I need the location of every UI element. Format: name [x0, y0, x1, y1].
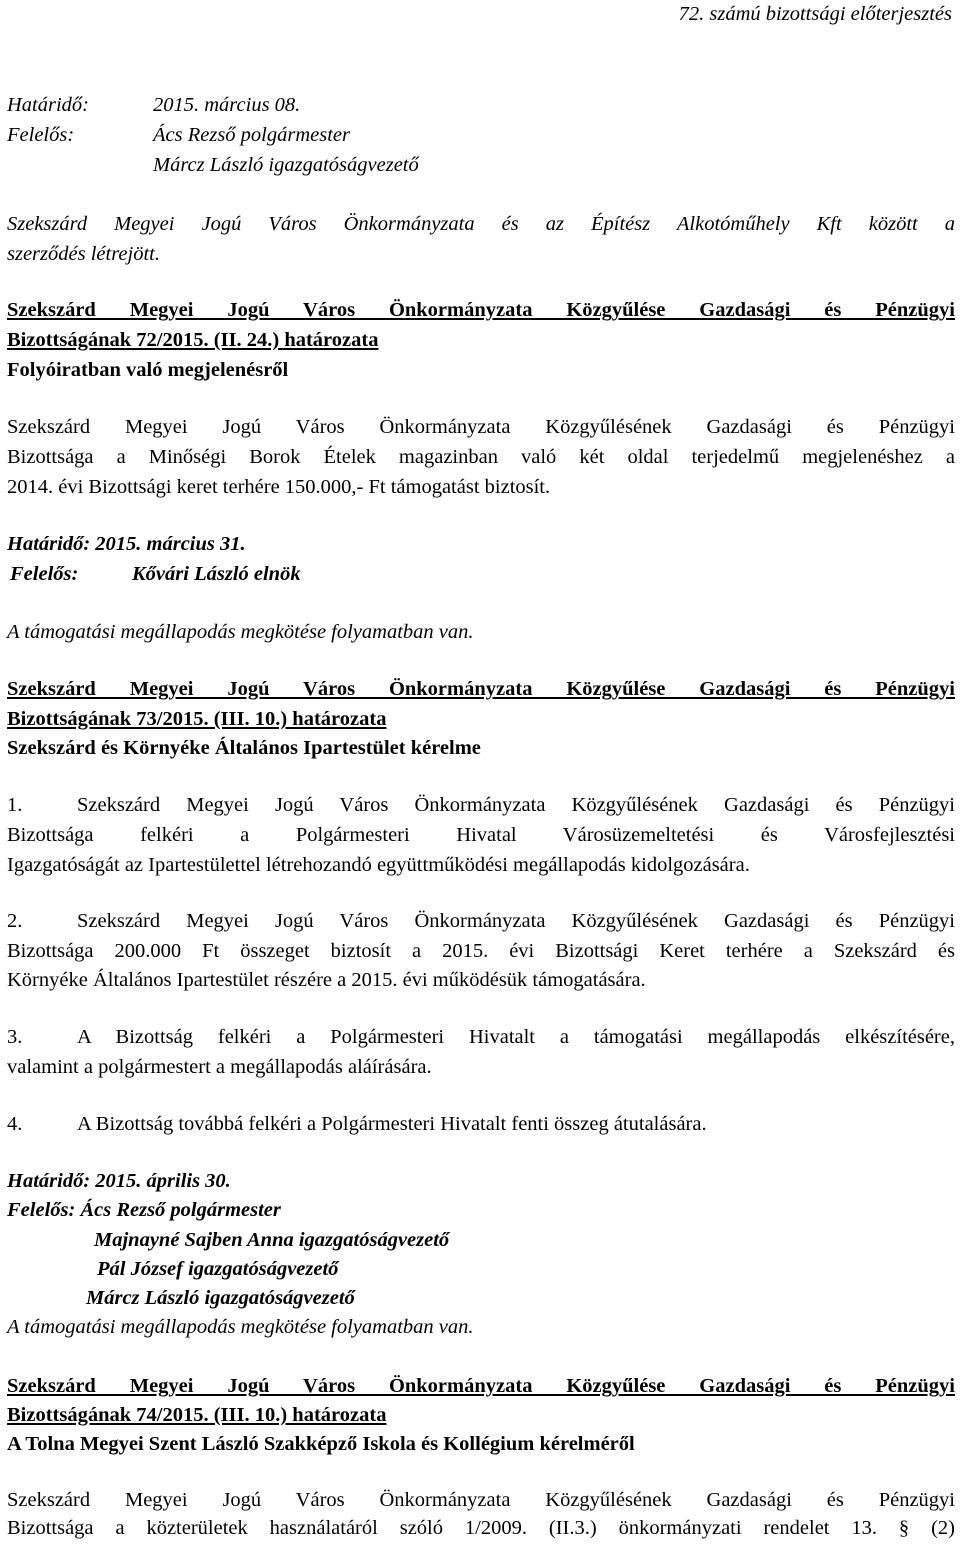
paragraph-text: Környéke Általános Ipartestület részére a 2015. évi működésük támogatására. — [7, 969, 646, 991]
responsible-value: Ács Rezső polgármester — [153, 124, 351, 146]
paragraph-text: A Bizottság továbbá felkéri a Polgármesteri Hivatalt fenti összeg átutalására. — [77, 1113, 707, 1135]
paragraph-text: valamint a polgármestert a megállapodás aláírására. — [7, 1056, 432, 1078]
resolution-responsible: Felelős: Ács Rezső polgármester — [7, 1199, 281, 1221]
responsible-line — [7, 121, 955, 151]
deadline-line — [7, 91, 955, 121]
responsible-value: Márcz László igazgatóságvezető — [153, 154, 419, 176]
paragraph-number: 1. — [7, 794, 23, 816]
responsible-value: Kővári László elnök — [132, 563, 301, 585]
deadline-value: 2015. március 08. — [153, 94, 301, 116]
resolution-body: Szekszárd Megyei Jogú Város Önkormányzata Közgyűlésének Gazdasági és Pénzügyi — [7, 416, 955, 438]
resolution-responsible: Márcz László igazgatóságvezető — [86, 1287, 355, 1309]
resolution-subject: A Tolna Megyei Szent László Szakképző Iskola és Kollégium kérelméről — [7, 1433, 635, 1455]
report-text: Szekszárd Megyei Jogú Város Önkormányzata és az Építész Alkotóműhely Kft között a — [7, 213, 955, 235]
resolution-title: Bizottságának 73/2015. (III. 10.) határozata — [7, 708, 387, 730]
resolution-subject: Folyóiratban való megjelenésről — [7, 359, 289, 381]
page-header: 72. számú bizottsági előterjesztés — [678, 3, 952, 25]
deadline-label: Határidő: — [7, 94, 89, 116]
resolution-subject: Szekszárd és Környéke Általános Ipartestület kérelme — [7, 737, 481, 759]
numbered-paragraph — [7, 1110, 955, 1140]
resolution-title: Bizottságának 74/2015. (III. 10.) határozata — [7, 1404, 387, 1426]
resolution-body: 2014. évi Bizottsági keret terhére 150.000,- Ft támogatást biztosít. — [7, 476, 551, 498]
numbered-paragraph — [7, 1023, 955, 1053]
resolution-title: Bizottságának 72/2015. (II. 24.) határozata — [7, 329, 379, 351]
paragraph-text: Szekszárd Megyei Jogú Város Önkormányzata Közgyűlésének Gazdasági és Pénzügyi — [77, 910, 955, 932]
resolution-title: Szekszárd Megyei Jogú Város Önkormányzata Közgyűlése Gazdasági és Pénzügyi — [7, 678, 955, 700]
resolution-body: Bizottsága a közterületek használatáról szóló 1/2009. (II.3.) önkormányzati rendelet 13. § (2) — [7, 1517, 955, 1539]
responsible-label: Felelős: — [10, 563, 79, 585]
paragraph-text: Igazgatóságát az Ipartestülettel létrehozandó együttműködési megállapodás kidolgozására. — [7, 854, 750, 876]
paragraph-text: Bizottsága felkéri a Polgármesteri Hivatal Városüzemeltetési és Városfejlesztési — [7, 824, 955, 846]
paragraph-number: 4. — [7, 1113, 23, 1135]
paragraph-text: A Bizottság felkéri a Polgármesteri Hivatalt a támogatási megállapodás elkészítésére, — [77, 1026, 955, 1048]
numbered-paragraph — [7, 791, 955, 821]
resolution-title: Szekszárd Megyei Jogú Város Önkormányzata Közgyűlése Gazdasági és Pénzügyi — [7, 1375, 955, 1397]
resolution-body: Bizottsága a Minőségi Borok Ételek magazinban való két oldal terjedelmű megjelenéshez a — [7, 446, 955, 468]
paragraph-text: Bizottsága 200.000 Ft összeget biztosít a 2015. évi Bizottsági Keret terhére a Szekszárd és — [7, 940, 955, 962]
resolution-deadline: Határidő: 2015. március 31. — [7, 533, 246, 555]
resolution-responsible: Majnayné Sajben Anna igazgatóságvezető — [94, 1229, 450, 1251]
numbered-paragraph — [7, 907, 955, 937]
responsible-label: Felelős: — [7, 124, 75, 146]
resolution-responsible: Pál József igazgatóságvezető — [97, 1258, 339, 1280]
resolution-responsible — [7, 560, 955, 590]
report-text: A támogatási megállapodás megkötése folyamatban van. — [7, 1316, 474, 1338]
report-text: A támogatási megállapodás megkötése folyamatban van. — [7, 621, 474, 643]
resolution-body: Szekszárd Megyei Jogú Város Önkormányzata Közgyűlésének Gazdasági és Pénzügyi — [7, 1489, 955, 1511]
resolution-deadline: Határidő: 2015. április 30. — [7, 1170, 231, 1192]
report-text: szerződés létrejött. — [7, 243, 160, 265]
paragraph-number: 3. — [7, 1026, 23, 1048]
paragraph-number: 2. — [7, 910, 23, 932]
responsible-line — [7, 151, 955, 181]
resolution-title: Szekszárd Megyei Jogú Város Önkormányzata Közgyűlése Gazdasági és Pénzügyi — [7, 299, 955, 321]
paragraph-text: Szekszárd Megyei Jogú Város Önkormányzata Közgyűlésének Gazdasági és Pénzügyi — [77, 794, 955, 816]
